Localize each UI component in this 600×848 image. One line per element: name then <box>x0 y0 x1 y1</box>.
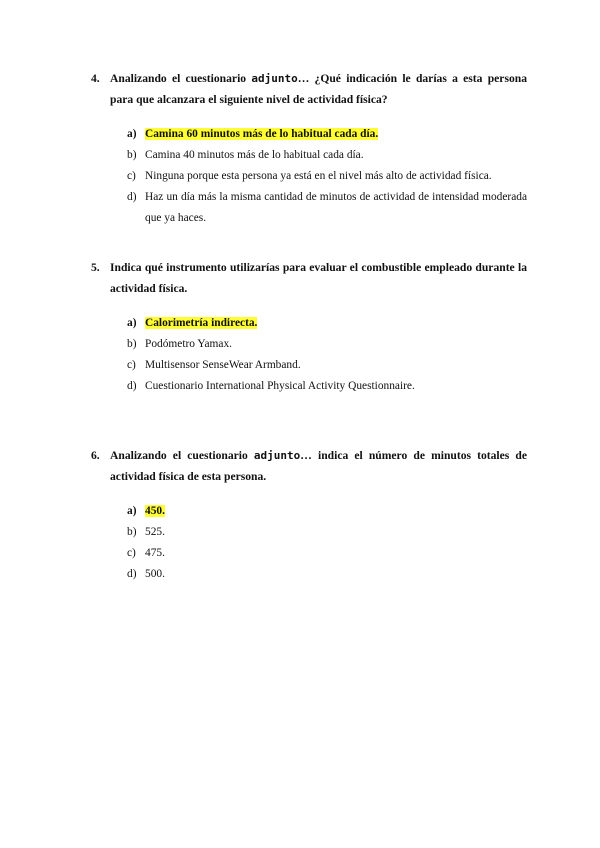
question-header <box>91 257 527 299</box>
option-text: 525. <box>145 526 165 538</box>
option-list <box>91 313 527 397</box>
question-4 <box>91 68 527 229</box>
option-letter: b) <box>127 149 137 161</box>
option-text: Camina 40 minutos más de lo habitual cada día. <box>145 149 364 161</box>
option-c <box>127 543 527 564</box>
option-text: Ninguna porque esta persona ya está en el nivel más alto de actividad física. <box>145 170 492 182</box>
keyword-adjunto: adjunto <box>253 449 301 462</box>
option-a <box>127 501 527 522</box>
option-c <box>127 166 527 187</box>
option-letter: b) <box>127 526 137 538</box>
keyword-adjunto: adjunto <box>251 72 298 85</box>
question-6 <box>91 445 527 585</box>
option-text: Haz un día más la misma cantidad de minutos de actividad de intensidad moderada que ya haces. <box>145 191 527 224</box>
option-a <box>127 313 527 334</box>
question-header <box>91 68 527 110</box>
option-b <box>127 522 527 543</box>
option-text: Podómetro Yamax. <box>145 338 233 350</box>
option-letter: c) <box>127 359 136 371</box>
question-number: 6. <box>91 449 100 462</box>
highlighted-answer: 450. <box>145 505 165 517</box>
option-text: Cuestionario International Physical Activity Questionnaire. <box>145 380 415 392</box>
question-number: 4. <box>91 72 100 85</box>
option-text: Multisensor SenseWear Armband. <box>145 359 301 371</box>
option-letter: b) <box>127 338 137 350</box>
option-letter: a) <box>127 505 137 517</box>
option-letter: d) <box>127 568 137 580</box>
option-letter: a) <box>127 128 137 140</box>
highlighted-answer: Calorimetría indirecta. <box>145 317 258 329</box>
option-d <box>127 187 527 229</box>
option-list <box>91 124 527 229</box>
option-b <box>127 334 527 355</box>
option-b <box>127 145 527 166</box>
option-text: 500. <box>145 568 165 580</box>
option-letter: d) <box>127 380 137 392</box>
question-header <box>91 445 527 487</box>
question-text: Indica qué instrumento utilizarías para evaluar el combustible empleado durante la actividad física. <box>110 261 527 295</box>
question-text: Analizando el cuestionario adjunto… ¿Qué indicación le darías a esta persona para que alcanzara el siguiente nivel de actividad física? <box>110 72 527 106</box>
option-a <box>127 124 527 145</box>
option-letter: d) <box>127 191 137 203</box>
question-5 <box>91 257 527 397</box>
option-c <box>127 355 527 376</box>
option-d <box>127 376 527 397</box>
option-list <box>91 501 527 585</box>
question-text: Analizando el cuestionario adjunto… indica el número de minutos totales de actividad física de esta persona. <box>110 449 528 483</box>
option-letter: c) <box>127 547 136 559</box>
option-d <box>127 564 527 585</box>
option-text: 475. <box>145 547 165 559</box>
option-letter: c) <box>127 170 136 182</box>
highlighted-answer: Camina 60 minutos más de lo habitual cada día. <box>145 128 379 140</box>
option-letter: a) <box>127 317 137 329</box>
question-number: 5. <box>91 261 100 274</box>
